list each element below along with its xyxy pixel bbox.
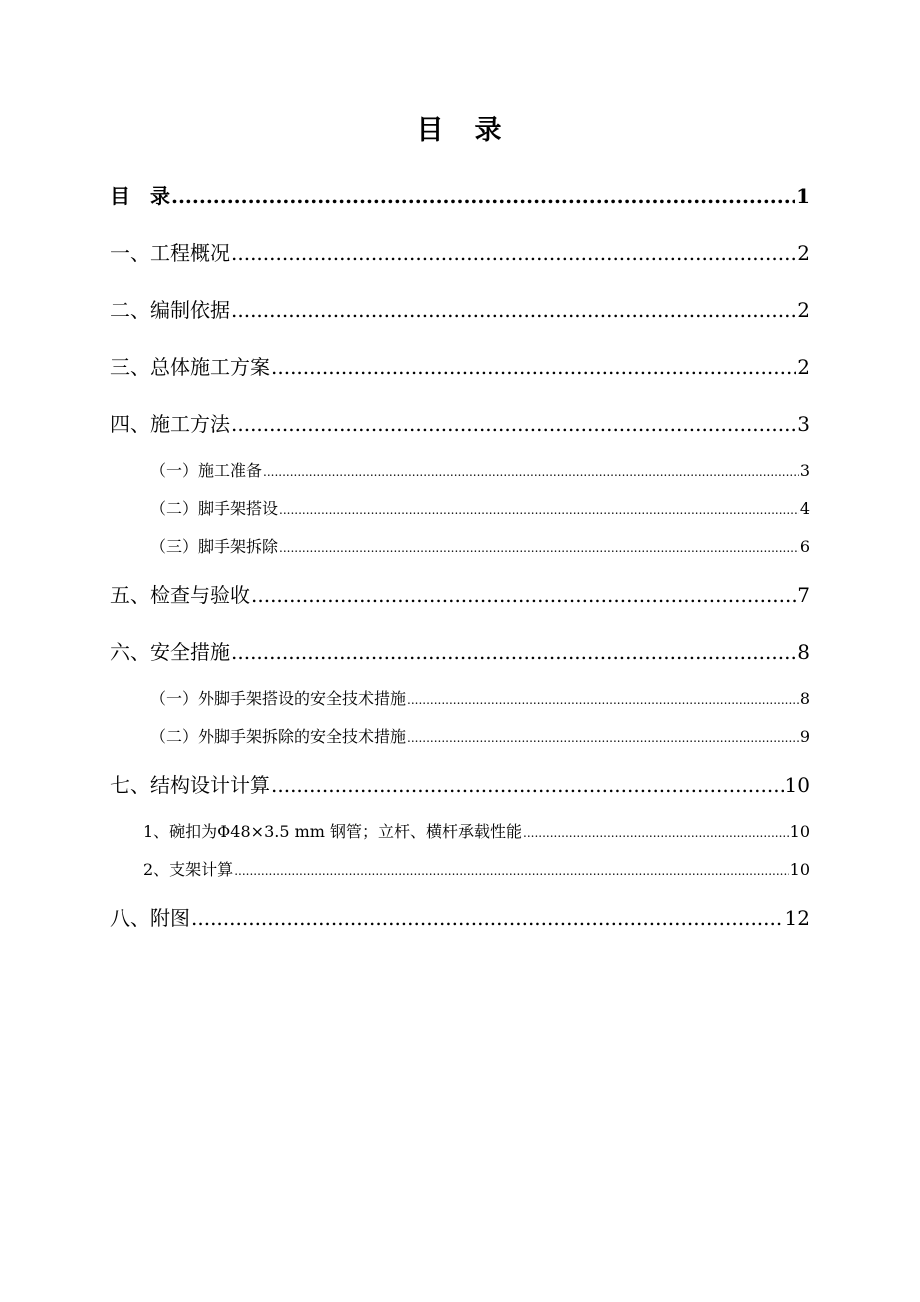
toc-page-number: 10: [789, 860, 810, 879]
toc-dot-leader: [191, 906, 784, 930]
toc-dot-leader: [231, 298, 796, 322]
toc-dot-leader: [407, 727, 799, 746]
toc-entry[interactable]: [110, 579, 810, 608]
toc-page-number: 9: [799, 727, 810, 746]
toc-entry-label: 五、检查与验收: [110, 583, 250, 607]
toc-entry-label: 六、安全措施: [110, 640, 230, 664]
toc-dot-leader: [263, 461, 799, 480]
toc-page-number: 2: [797, 241, 810, 265]
toc-page-number: 10: [789, 822, 810, 841]
toc-entry-label: 三、总体施工方案: [110, 355, 270, 379]
toc-dot-leader: [231, 412, 796, 436]
toc-page-number: 3: [797, 412, 810, 436]
toc-dot-leader: [271, 773, 784, 797]
toc-entry[interactable]: [110, 408, 810, 437]
toc-page-number: 2: [797, 355, 810, 379]
document-title: 目 录: [416, 115, 504, 146]
toc-dot-leader: [251, 583, 796, 607]
toc-dot-leader: [407, 689, 799, 708]
toc-page-number: 6: [799, 537, 810, 556]
toc-page-number: 3: [799, 461, 810, 480]
toc-page-number: 7: [797, 583, 810, 607]
toc-page-number: 4: [799, 499, 810, 518]
toc-entry[interactable]: [110, 351, 810, 380]
toc-entry[interactable]: [110, 902, 810, 931]
toc-dot-leader: [271, 355, 796, 379]
toc-dot-leader: [231, 640, 796, 664]
toc-dot-leader: [523, 822, 789, 841]
toc-entry-label: （二）外脚手架拆除的安全技术措施: [150, 727, 407, 746]
toc-page-number: 8: [797, 640, 810, 664]
toc-dot-leader: [279, 499, 799, 518]
toc-entry-label: 1、碗扣为Φ48×3.5 mm 钢管；立杆、横杆承载性能: [143, 822, 523, 841]
toc-dot-leader: [234, 860, 788, 879]
toc-dot-leader: [279, 537, 799, 556]
toc-entry[interactable]: [110, 294, 810, 323]
toc-subentry[interactable]: [150, 496, 810, 519]
toc-page-number: 10: [784, 773, 810, 797]
toc-entry-label: 二、编制依据: [110, 298, 230, 322]
toc-page-number: 1: [796, 184, 810, 208]
toc-subentry[interactable]: [150, 458, 810, 481]
toc-entry-label: 七、结构设计计算: [110, 773, 270, 797]
toc-subentry[interactable]: [150, 534, 810, 557]
toc-entry-label: （一）外脚手架搭设的安全技术措施: [150, 689, 407, 708]
toc-dot-leader: [231, 241, 796, 265]
toc-entry-label: （二）脚手架搭设: [150, 499, 279, 518]
toc-entry[interactable]: [110, 237, 810, 266]
toc-page-number: 2: [797, 298, 810, 322]
toc-subentry[interactable]: [150, 686, 810, 709]
toc-subentry[interactable]: [150, 724, 810, 747]
toc-entry-label: （三）脚手架拆除: [150, 537, 279, 556]
toc-entry[interactable]: [110, 636, 810, 665]
toc-entry-label: 一、工程概况: [110, 241, 230, 265]
toc-entry-label: 2、支架计算: [143, 860, 234, 879]
toc-entry[interactable]: [110, 769, 810, 798]
toc-entry-label: 八、附图: [110, 906, 190, 930]
toc-dot-leader: [171, 184, 795, 208]
toc-entry-label: 目 录: [110, 184, 170, 208]
toc-entry-label: （一）施工准备: [150, 461, 263, 480]
toc-subentry[interactable]: [143, 857, 810, 880]
toc-subentry[interactable]: [143, 819, 810, 842]
toc-entry-label: 四、施工方法: [110, 412, 230, 436]
toc-page-number: 12: [784, 906, 810, 930]
toc-page-number: 8: [799, 689, 810, 708]
toc-entry[interactable]: [110, 180, 810, 209]
